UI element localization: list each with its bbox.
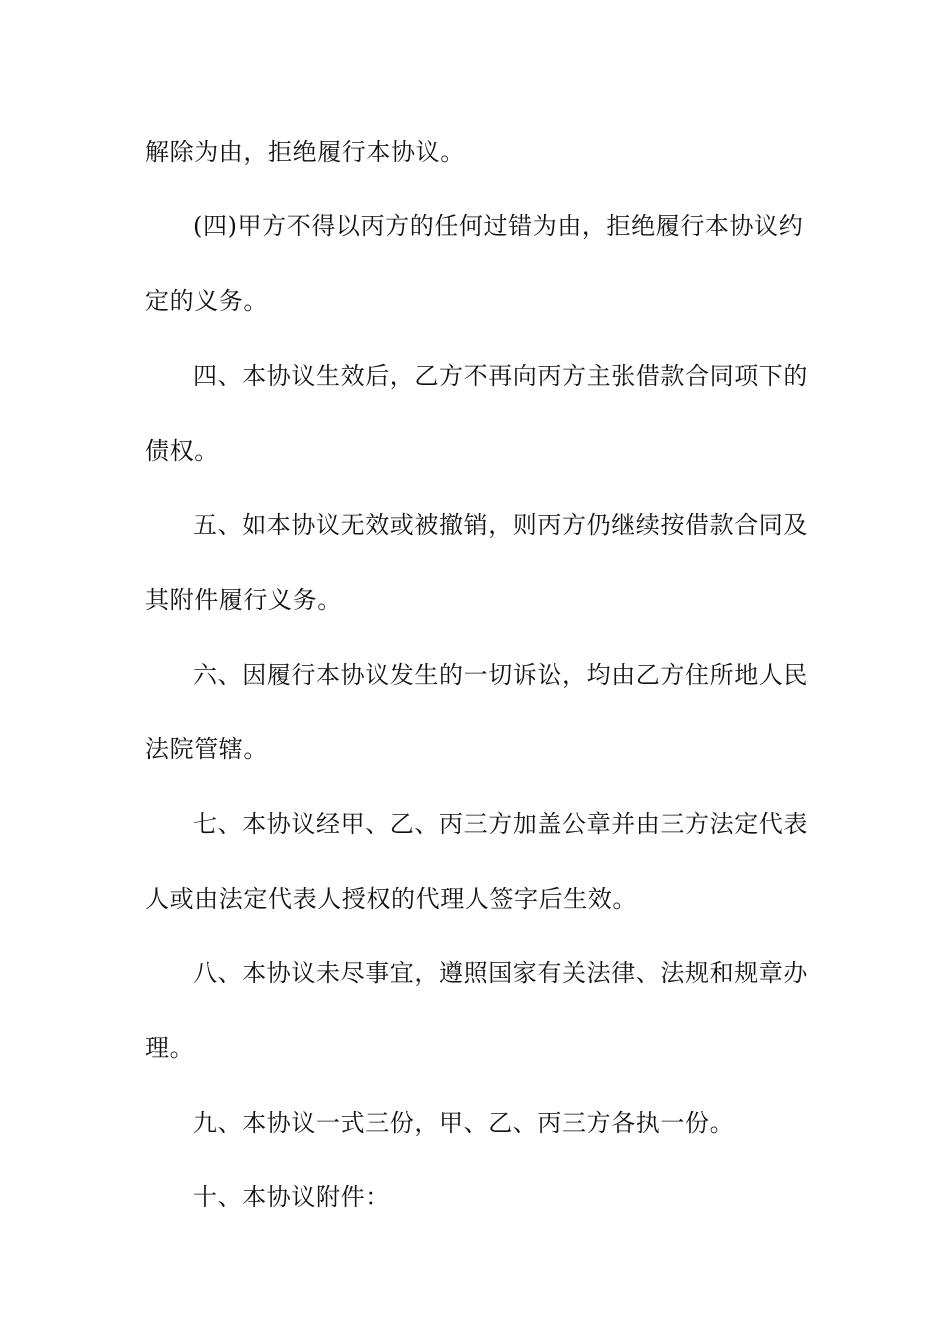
text-line: 六、因履行本协议发生的一切诉讼，均由乙方住所地人民	[193, 661, 808, 689]
text-line: 八、本协议未尽事宜，遵照国家有关法律、法规和规章办	[193, 959, 808, 987]
text-line: 七、本协议经甲、乙、丙三方加盖公章并由三方法定代表	[193, 810, 808, 838]
text-line: 解除为由，拒绝履行本协议。	[145, 138, 465, 166]
text-line: 五、如本协议无效或被撤销，则丙方仍继续按借款合同及	[193, 511, 808, 539]
text-line: 债权。	[145, 437, 219, 465]
text-line: 四、本协议生效后，乙方不再向丙方主张借款合同项下的	[193, 362, 808, 390]
text-line: 理。	[145, 1034, 195, 1062]
text-line: (四)甲方不得以丙方的任何过错为由，拒绝履行本协议约	[193, 212, 804, 240]
text-line: 人或由法定代表人授权的代理人签字后生效。	[145, 885, 637, 913]
text-line: 九、本协议一式三份，甲、乙、丙三方各执一份。	[193, 1109, 735, 1137]
text-line: 法院管辖。	[145, 735, 268, 763]
text-line: 十、本协议附件：	[193, 1183, 390, 1211]
text-line: 其附件履行义务。	[145, 586, 342, 614]
text-line: 定的义务。	[145, 287, 268, 315]
